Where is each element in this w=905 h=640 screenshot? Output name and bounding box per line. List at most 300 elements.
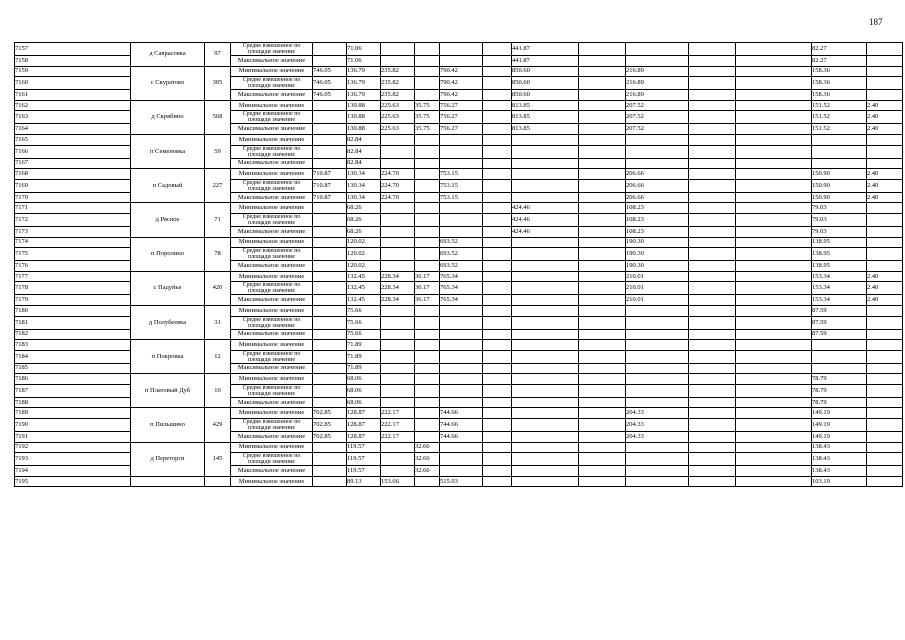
value-cell: 79.03 — [812, 203, 867, 214]
value-cell — [313, 316, 347, 329]
value-cell: 225.63 — [381, 100, 415, 111]
value-cell: 71.06 — [347, 43, 381, 56]
row-number: 7175 — [15, 248, 131, 261]
row-number: 7179 — [15, 295, 131, 306]
value-cell — [415, 43, 440, 56]
value-cell — [381, 43, 415, 56]
value-cell — [579, 363, 626, 374]
value-cell — [867, 90, 903, 101]
value-cell — [483, 145, 512, 158]
value-cell — [812, 134, 867, 145]
value-cell: 790.42 — [440, 66, 483, 77]
value-cell: 87.59 — [812, 329, 867, 340]
value-cell — [512, 134, 579, 145]
value-cell — [381, 261, 415, 272]
value-cell: 151.52 — [812, 124, 867, 135]
value-cell: 228.34 — [381, 295, 415, 306]
value-cell — [689, 226, 736, 237]
value-cell — [440, 226, 483, 237]
row-number: 7189 — [15, 408, 131, 419]
value-type-label: Минимальное значение — [231, 476, 313, 487]
row-number: 7161 — [15, 90, 131, 101]
value-cell — [736, 226, 812, 237]
value-cell — [415, 419, 440, 432]
value-cell: 441.87 — [512, 56, 579, 67]
value-cell — [579, 248, 626, 261]
value-cell — [626, 453, 689, 466]
value-cell: 158.36 — [812, 90, 867, 101]
value-cell: 2.40 — [867, 192, 903, 203]
value-cell — [626, 329, 689, 340]
value-cell: 2.40 — [867, 295, 903, 306]
value-cell — [689, 169, 736, 180]
value-cell — [579, 329, 626, 340]
value-cell — [736, 100, 812, 111]
value-cell — [579, 56, 626, 67]
population-count: 10 — [205, 374, 231, 408]
row-number: 7169 — [15, 179, 131, 192]
value-cell — [579, 408, 626, 419]
value-cell: 693.52 — [440, 248, 483, 261]
value-cell — [313, 305, 347, 316]
value-cell — [736, 213, 812, 226]
value-cell: 153.34 — [812, 295, 867, 306]
value-cell — [415, 90, 440, 101]
value-cell — [483, 419, 512, 432]
value-cell — [736, 408, 812, 419]
value-cell — [626, 145, 689, 158]
value-cell — [867, 476, 903, 487]
value-cell — [381, 226, 415, 237]
value-cell: 136.79 — [347, 90, 381, 101]
value-cell — [483, 66, 512, 77]
value-cell — [736, 397, 812, 408]
value-cell: 2.40 — [867, 100, 903, 111]
value-cell — [689, 158, 736, 169]
value-cell: 150.90 — [812, 179, 867, 192]
value-cell — [867, 329, 903, 340]
population-count — [205, 476, 231, 487]
value-cell — [579, 66, 626, 77]
value-cell — [689, 350, 736, 363]
value-cell: 79.03 — [812, 226, 867, 237]
row-number: 7188 — [15, 397, 131, 408]
value-cell: 2.40 — [867, 282, 903, 295]
value-cell — [812, 350, 867, 363]
value-cell: 68.26 — [347, 213, 381, 226]
value-cell — [736, 134, 812, 145]
table-row — [15, 203, 903, 214]
value-cell — [689, 384, 736, 397]
value-cell — [689, 466, 736, 477]
value-cell: 424.46 — [512, 203, 579, 214]
value-cell — [313, 145, 347, 158]
value-cell — [512, 432, 579, 443]
value-cell: 765.34 — [440, 271, 483, 282]
row-number: 7170 — [15, 192, 131, 203]
value-cell — [415, 77, 440, 90]
value-type-label: Максимальное значение — [231, 397, 313, 408]
value-cell — [689, 261, 736, 272]
value-cell: 235.82 — [381, 66, 415, 77]
value-cell: 216.89 — [626, 77, 689, 90]
value-cell — [689, 124, 736, 135]
value-cell: 68.06 — [347, 374, 381, 385]
value-cell: 753.15 — [440, 192, 483, 203]
value-cell — [579, 340, 626, 351]
value-cell — [626, 442, 689, 453]
value-type-label: Средне взвешенное по площади значение — [231, 77, 313, 90]
value-cell — [381, 466, 415, 477]
value-cell — [689, 316, 736, 329]
value-cell — [313, 134, 347, 145]
value-cell — [381, 316, 415, 329]
row-number: 7185 — [15, 363, 131, 374]
value-cell — [736, 261, 812, 272]
value-cell — [483, 192, 512, 203]
value-cell: 216.89 — [626, 90, 689, 101]
value-cell — [689, 329, 736, 340]
value-type-label: Минимальное значение — [231, 134, 313, 145]
value-type-label: Минимальное значение — [231, 340, 313, 351]
value-cell — [736, 145, 812, 158]
value-cell — [736, 432, 812, 443]
value-cell: 32.66 — [415, 453, 440, 466]
value-cell: 82.84 — [347, 145, 381, 158]
value-cell — [626, 134, 689, 145]
value-cell — [736, 203, 812, 214]
value-cell — [579, 145, 626, 158]
value-type-label: Максимальное значение — [231, 329, 313, 340]
value-cell — [313, 237, 347, 248]
value-cell — [867, 226, 903, 237]
value-cell — [512, 340, 579, 351]
value-cell — [579, 111, 626, 124]
value-cell — [381, 213, 415, 226]
value-cell — [689, 77, 736, 90]
value-cell: 132.45 — [347, 271, 381, 282]
value-cell: 710.87 — [313, 179, 347, 192]
value-cell — [313, 374, 347, 385]
value-cell — [512, 248, 579, 261]
value-type-label: Средне взвешенное по площади значение — [231, 453, 313, 466]
value-cell — [867, 66, 903, 77]
value-cell: 702.85 — [313, 432, 347, 443]
value-cell: 132.45 — [347, 295, 381, 306]
value-cell: 693.52 — [440, 237, 483, 248]
value-cell — [415, 384, 440, 397]
value-cell — [626, 305, 689, 316]
value-cell: 128.87 — [347, 408, 381, 419]
locality-name: п Поролино — [131, 237, 205, 271]
population-count: 429 — [205, 408, 231, 442]
value-type-label: Максимальное значение — [231, 261, 313, 272]
value-cell — [867, 77, 903, 90]
value-cell — [313, 100, 347, 111]
value-cell: 224.70 — [381, 179, 415, 192]
value-cell — [579, 77, 626, 90]
value-cell: 753.15 — [440, 169, 483, 180]
value-cell — [867, 237, 903, 248]
value-cell — [381, 363, 415, 374]
row-number: 7193 — [15, 453, 131, 466]
value-cell — [579, 374, 626, 385]
locality-name — [131, 476, 205, 487]
value-cell — [512, 261, 579, 272]
value-cell — [867, 203, 903, 214]
value-type-label: Средне взвешенное по площади значение — [231, 316, 313, 329]
value-cell — [415, 329, 440, 340]
value-cell — [867, 397, 903, 408]
value-cell: 746.05 — [313, 90, 347, 101]
value-cell — [313, 111, 347, 124]
value-cell — [440, 442, 483, 453]
value-cell — [313, 226, 347, 237]
value-cell — [313, 466, 347, 477]
value-cell: 138.95 — [812, 237, 867, 248]
value-cell — [381, 453, 415, 466]
value-cell — [689, 432, 736, 443]
value-cell — [440, 203, 483, 214]
value-cell — [440, 384, 483, 397]
value-cell — [736, 305, 812, 316]
value-cell: 210.01 — [626, 282, 689, 295]
value-type-label: Минимальное значение — [231, 442, 313, 453]
value-cell — [440, 374, 483, 385]
row-number: 7163 — [15, 111, 131, 124]
row-number: 7160 — [15, 77, 131, 90]
value-cell — [867, 432, 903, 443]
value-cell — [313, 442, 347, 453]
locality-name: п Садовый — [131, 169, 205, 203]
value-cell: 82.27 — [812, 43, 867, 56]
value-cell — [512, 374, 579, 385]
value-cell: 103.19 — [812, 476, 867, 487]
value-cell — [689, 43, 736, 56]
value-cell — [381, 56, 415, 67]
value-cell — [440, 213, 483, 226]
value-cell — [381, 397, 415, 408]
value-cell: 744.66 — [440, 408, 483, 419]
value-cell — [313, 476, 347, 487]
value-cell — [483, 316, 512, 329]
value-cell — [736, 56, 812, 67]
value-cell: 813.85 — [512, 111, 579, 124]
value-cell — [736, 476, 812, 487]
value-cell: 222.17 — [381, 432, 415, 443]
value-cell: 130.88 — [347, 100, 381, 111]
value-cell — [381, 340, 415, 351]
value-cell: 693.52 — [440, 261, 483, 272]
value-cell — [736, 282, 812, 295]
value-cell — [867, 145, 903, 158]
value-cell — [736, 453, 812, 466]
value-cell — [483, 134, 512, 145]
value-cell — [483, 432, 512, 443]
value-cell: 35.75 — [415, 100, 440, 111]
value-cell — [867, 453, 903, 466]
value-cell — [415, 203, 440, 214]
value-cell — [313, 158, 347, 169]
value-cell — [313, 295, 347, 306]
value-cell — [736, 295, 812, 306]
value-type-label: Максимальное значение — [231, 90, 313, 101]
value-cell: 35.75 — [415, 124, 440, 135]
value-cell: 813.85 — [512, 100, 579, 111]
value-cell: 756.27 — [440, 100, 483, 111]
value-cell: 204.33 — [626, 432, 689, 443]
value-type-label: Минимальное значение — [231, 271, 313, 282]
value-cell: 150.90 — [812, 169, 867, 180]
value-cell — [483, 111, 512, 124]
value-cell — [579, 271, 626, 282]
value-cell — [867, 340, 903, 351]
locality-name: д Полубеевка — [131, 305, 205, 339]
value-cell — [483, 237, 512, 248]
value-cell: 850.60 — [512, 66, 579, 77]
value-cell — [626, 56, 689, 67]
value-type-label: Минимальное значение — [231, 66, 313, 77]
value-cell — [626, 316, 689, 329]
value-cell — [579, 350, 626, 363]
table-row — [15, 134, 903, 145]
value-cell — [483, 90, 512, 101]
value-cell — [440, 134, 483, 145]
value-cell: 153.34 — [812, 282, 867, 295]
value-cell — [579, 432, 626, 443]
table-row — [15, 442, 903, 453]
value-cell — [626, 340, 689, 351]
value-cell — [483, 374, 512, 385]
value-cell: 68.26 — [347, 226, 381, 237]
value-cell — [626, 158, 689, 169]
value-cell: 790.42 — [440, 77, 483, 90]
value-cell: 82.84 — [347, 134, 381, 145]
value-type-label: Максимальное значение — [231, 124, 313, 135]
value-cell: 206.66 — [626, 192, 689, 203]
value-cell — [736, 248, 812, 261]
table-row — [15, 237, 903, 248]
value-cell: 71.89 — [347, 340, 381, 351]
population-count: 568 — [205, 100, 231, 134]
value-cell: 746.05 — [313, 66, 347, 77]
value-cell — [313, 329, 347, 340]
value-cell — [512, 453, 579, 466]
value-cell: 130.88 — [347, 124, 381, 135]
value-cell — [736, 442, 812, 453]
value-type-label: Средне взвешенное по площади значение — [231, 282, 313, 295]
value-cell — [440, 316, 483, 329]
value-cell — [415, 340, 440, 351]
value-cell: 746.05 — [313, 77, 347, 90]
value-cell — [689, 179, 736, 192]
value-cell — [440, 453, 483, 466]
table-row — [15, 340, 903, 351]
value-cell — [313, 43, 347, 56]
value-cell — [689, 374, 736, 385]
value-cell — [381, 329, 415, 340]
value-cell — [626, 397, 689, 408]
value-cell — [483, 466, 512, 477]
value-cell: 78.79 — [812, 384, 867, 397]
value-cell — [736, 66, 812, 77]
value-cell: 756.27 — [440, 111, 483, 124]
value-cell — [483, 397, 512, 408]
value-cell — [381, 203, 415, 214]
value-cell — [689, 340, 736, 351]
row-number: 7184 — [15, 350, 131, 363]
value-cell: 132.45 — [347, 282, 381, 295]
value-cell — [415, 192, 440, 203]
value-cell — [313, 248, 347, 261]
value-cell — [867, 374, 903, 385]
value-cell — [689, 213, 736, 226]
value-cell — [579, 419, 626, 432]
value-cell — [313, 213, 347, 226]
value-cell — [483, 340, 512, 351]
value-cell — [867, 363, 903, 374]
value-cell — [483, 100, 512, 111]
page-number: 187 — [869, 17, 883, 27]
value-cell: 78.79 — [812, 374, 867, 385]
value-cell: 36.17 — [415, 282, 440, 295]
locality-name: д Рясное — [131, 203, 205, 237]
value-cell: 207.52 — [626, 124, 689, 135]
value-cell: 424.46 — [512, 226, 579, 237]
value-cell: 82.27 — [812, 56, 867, 67]
value-cell — [512, 350, 579, 363]
value-type-label: Минимальное значение — [231, 374, 313, 385]
value-cell — [381, 442, 415, 453]
row-number: 7180 — [15, 305, 131, 316]
value-cell — [512, 384, 579, 397]
value-cell — [579, 442, 626, 453]
value-cell — [483, 282, 512, 295]
value-cell — [415, 476, 440, 487]
value-cell: 710.87 — [313, 169, 347, 180]
value-cell — [689, 295, 736, 306]
value-cell: 2.40 — [867, 124, 903, 135]
value-cell — [483, 179, 512, 192]
value-cell — [440, 43, 483, 56]
value-cell: 75.66 — [347, 316, 381, 329]
row-number: 7195 — [15, 476, 131, 487]
value-cell — [440, 158, 483, 169]
value-cell — [415, 66, 440, 77]
value-cell: 228.34 — [381, 271, 415, 282]
value-cell — [512, 408, 579, 419]
value-cell — [381, 158, 415, 169]
value-cell: 108.23 — [626, 226, 689, 237]
value-cell — [579, 226, 626, 237]
value-cell — [415, 169, 440, 180]
value-cell — [689, 203, 736, 214]
population-count: 59 — [205, 134, 231, 168]
value-cell: 149.19 — [812, 432, 867, 443]
value-cell — [512, 476, 579, 487]
value-cell: 35.75 — [415, 111, 440, 124]
value-cell — [626, 466, 689, 477]
value-cell — [512, 419, 579, 432]
value-cell: 2.40 — [867, 179, 903, 192]
value-cell: 79.03 — [812, 213, 867, 226]
value-cell: 128.87 — [347, 419, 381, 432]
value-cell — [483, 77, 512, 90]
value-cell — [512, 466, 579, 477]
table-row — [15, 100, 903, 111]
value-cell — [867, 213, 903, 226]
value-cell — [867, 442, 903, 453]
